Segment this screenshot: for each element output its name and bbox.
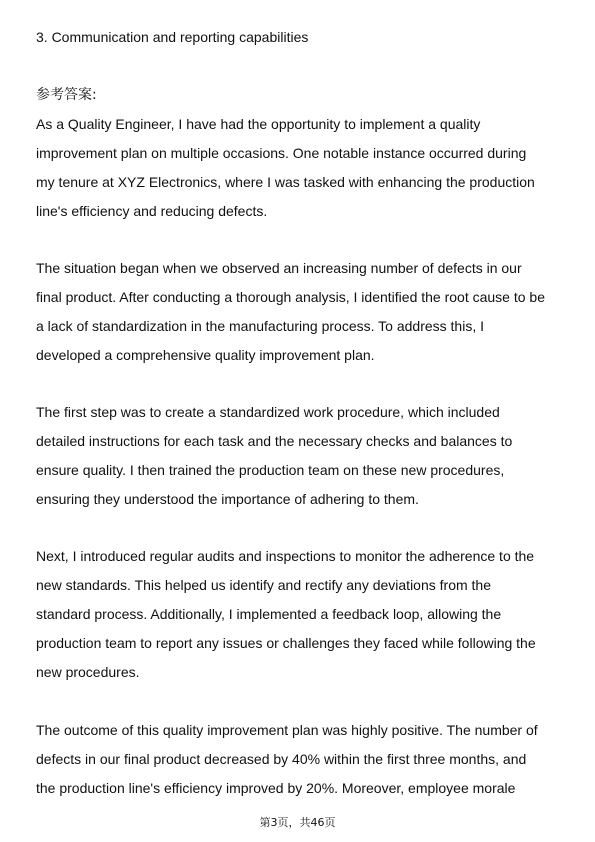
body-line: final product. After conducting a thorough analysis, I identified the root cause to be [36, 289, 545, 305]
page-number-footer: 第3页，共46页 [259, 816, 336, 829]
body-line: As a Quality Engineer, I have had the opportunity to implement a quality [36, 116, 481, 132]
body-line: developed a comprehensive quality improvement plan. [36, 347, 375, 363]
body-line: my tenure at XYZ Electronics, where I was tasked with enhancing the production [36, 174, 535, 190]
body-line: a lack of standardization in the manufacturing process. To address this, I [36, 318, 484, 334]
body-line: line's efficiency and reducing defects. [36, 203, 268, 219]
body-line: The outcome of this quality improvement plan was highly positive. The number of [36, 722, 538, 738]
body-line: standard process. Additionally, I implemented a feedback loop, allowing the [36, 606, 502, 622]
body-line: The first step was to create a standardized work procedure, which included [36, 404, 500, 420]
body-line: ensuring they understood the importance of adhering to them. [36, 491, 419, 507]
section-heading: 3. Communication and reporting capabilities [36, 29, 309, 45]
body-line: the production line's efficiency improved by 20%. Moreover, employee morale [36, 780, 516, 796]
body-line: Next, I introduced regular audits and inspections to monitor the adherence to the [36, 548, 535, 564]
body-line: detailed instructions for each task and the necessary checks and balances to [36, 433, 513, 449]
answer-label: 参考答案: [36, 87, 97, 103]
body-line: production team to report any issues or challenges they faced while following the [36, 635, 536, 651]
body-line: ensure quality. I then trained the production team on these new procedures, [36, 462, 505, 478]
body-line: improvement plan on multiple occasions. One notable instance occurred during [36, 145, 527, 161]
body-line: new procedures. [36, 664, 140, 680]
body-line: The situation began when we observed an increasing number of defects in our [36, 260, 522, 276]
body-line: defects in our final product decreased by 40% within the first three months, and [36, 751, 527, 767]
body-line: new standards. This helped us identify and rectify any deviations from the [36, 577, 491, 593]
